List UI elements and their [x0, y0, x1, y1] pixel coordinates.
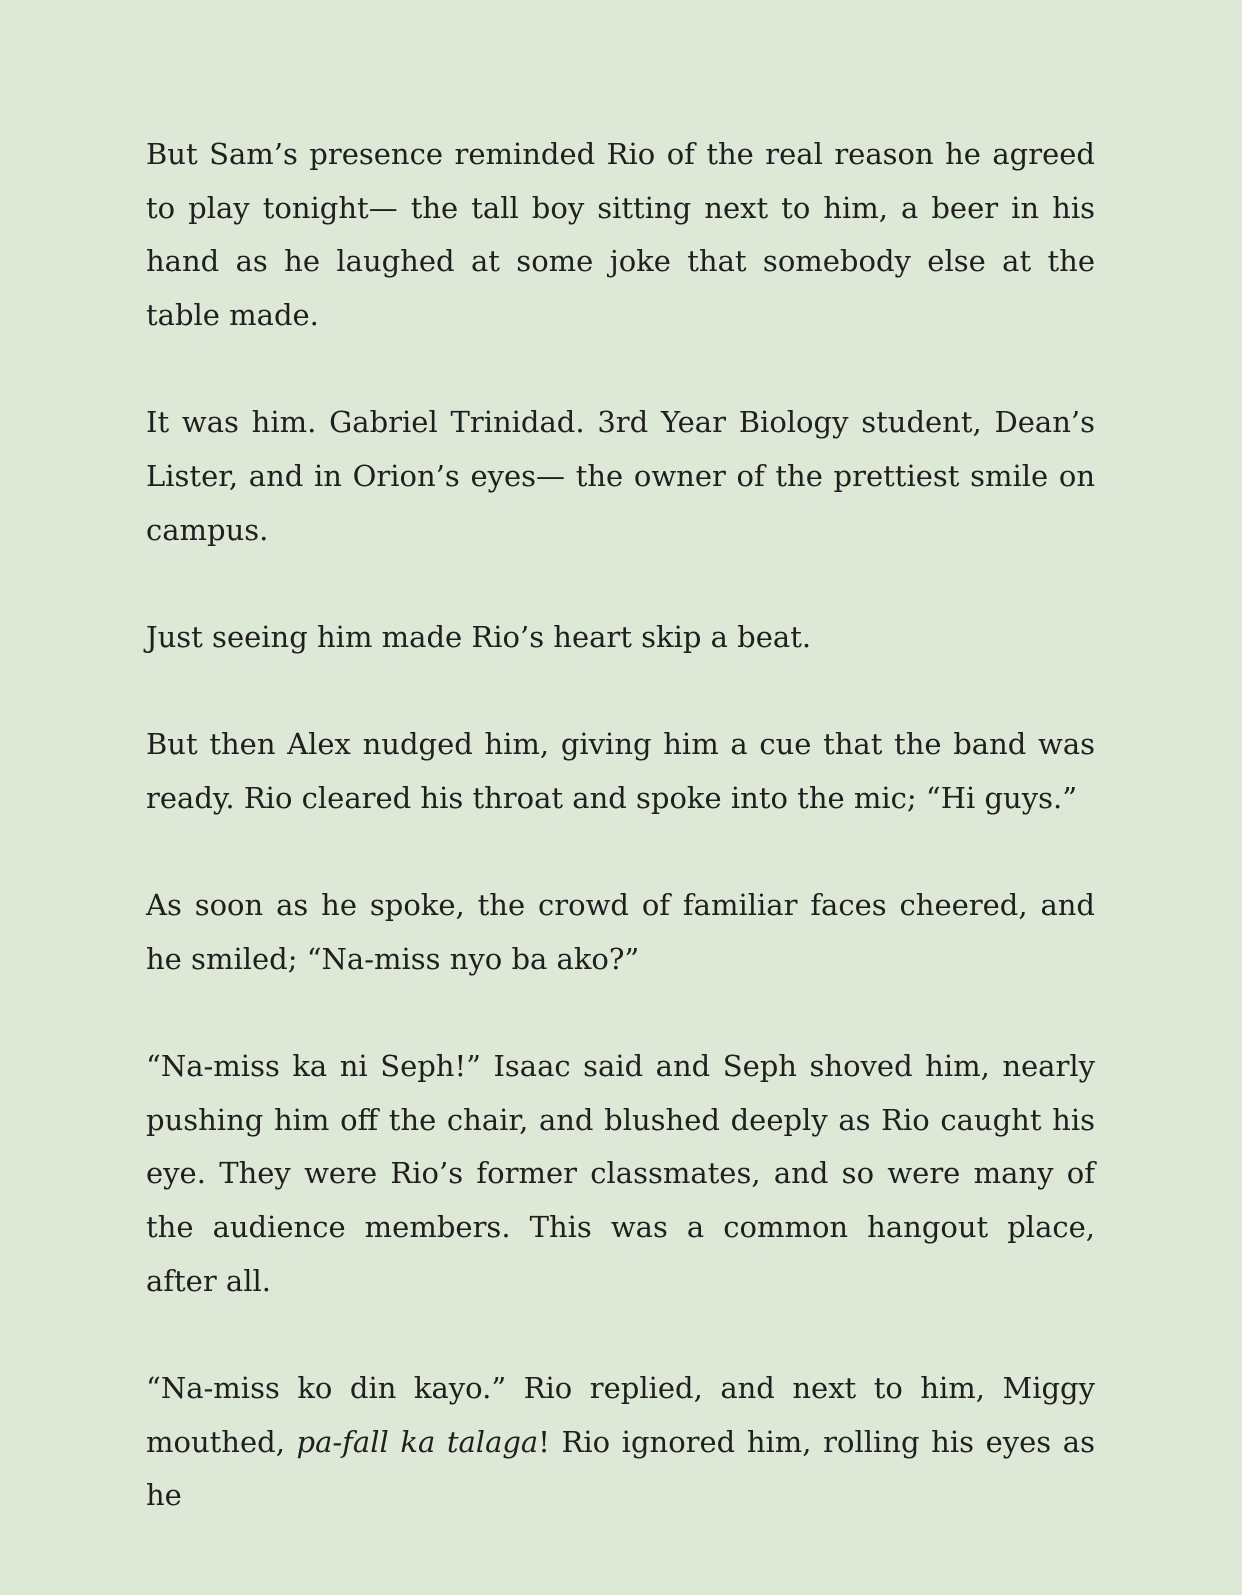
paragraph-6: “Na-miss ka ni Seph!” Isaac said and Seph shoved him, nearly pushing him off the chair, and blushed deeply as Rio caught his eye. They were Rio’s former classmates, and so were many of the audience members. This was a common hangout place, after all. [146, 1048, 1095, 1298]
paragraph-2: It was him. Gabriel Trinidad. 3rd Year Biology student, Dean’s Lister, and in Orion’s eyes— the owner of the prettiest smile on campus. [146, 405, 1095, 547]
paragraph-3: Just seeing him made Rio’s heart skip a beat. [146, 619, 812, 654]
paragraph-4: But then Alex nudged him, giving him a cue that the band was ready. Rio cleared his throat and spoke into the mic; “Hi guys.” [146, 727, 1095, 815]
paragraph-7-text-start: “Na-miss ko din kayo.” Rio replied, and next to him, Miggy mouthed, [146, 1370, 1095, 1459]
paragraph-7-text-end: ! Rio ignored him, rolling his eyes as he [146, 1424, 1095, 1513]
paragraph-7 [146, 1362, 1095, 1523]
paragraph-7-italic-phrase: pa-fall ka talaga [296, 1424, 539, 1459]
paragraph-1: But Sam’s presence reminded Rio of the real reason he agreed to play tonight— the tall boy sitting next to him, a beer in his hand as he laughed at some joke that somebody else at the table made. [146, 137, 1095, 333]
document-page [146, 128, 1095, 1577]
paragraph-5: As soon as he spoke, the crowd of familiar faces cheered, and he smiled; “Na-miss nyo ba ako?” [146, 888, 1095, 976]
